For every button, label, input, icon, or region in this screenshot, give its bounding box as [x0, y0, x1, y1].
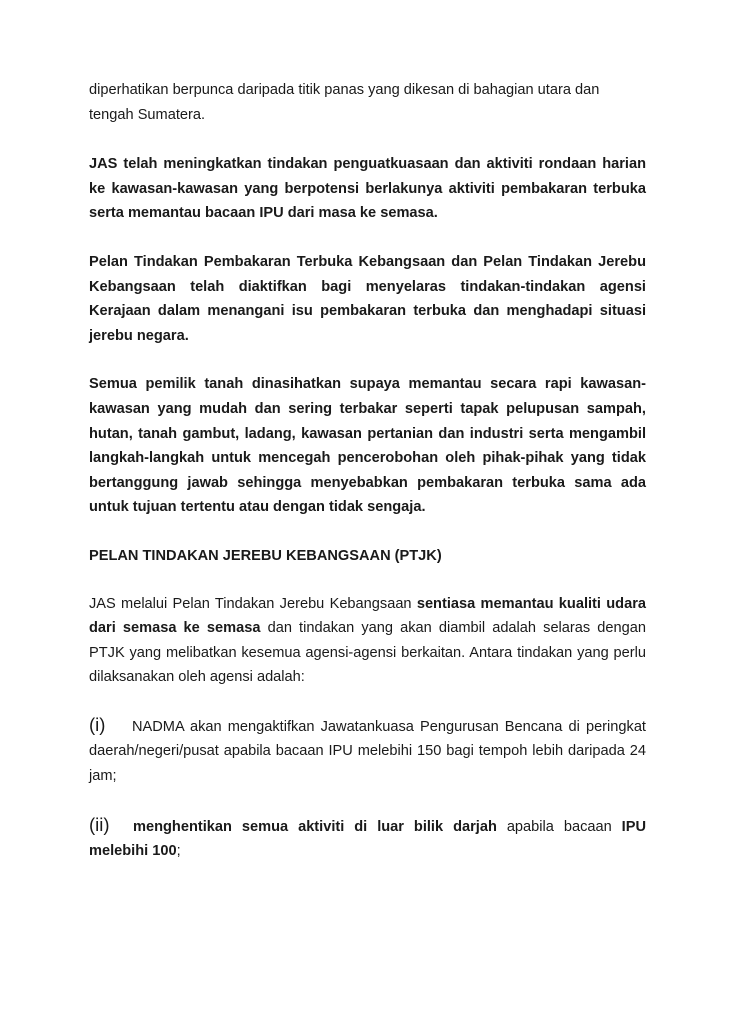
- section-intro: [89, 592, 646, 690]
- list-item-text-emphasis: IPU melebihi 100: [89, 818, 646, 860]
- list-item-text-emphasis: menghentikan semua aktiviti di luar bilik darjah: [133, 818, 497, 835]
- paragraph-hotspot-origin: diperhatikan berpunca daripada titik panas yang dikesan di bahagian utara dan tengah Sumatera.: [89, 82, 600, 123]
- list-item-text: apabila bacaan: [496, 818, 622, 835]
- intro-text-emphasis: sentiasa memantau kualiti udara dari semasa ke semasa: [89, 595, 646, 637]
- document-page: [89, 78, 646, 864]
- list-item-text: ;: [176, 843, 181, 860]
- list-item: [89, 813, 646, 864]
- list-marker: (i): [89, 713, 106, 735]
- paragraph-jas-enforcement: JAS telah meningkatkan tindakan penguatkuasaan dan aktiviti rondaan harian ke kawasan-kawasan yang berpotensi berlakunya aktiviti pembakaran terbuka serta memantau bacaan IPU dari masa ke semasa.: [89, 156, 646, 222]
- list-item: [89, 713, 646, 789]
- paragraph-landowner-advice: Semua pemilik tanah dinasihatkan supaya memantau secara rapi kawasan-kawasan yang mudah dan sering terbakar seperti tapak pelupusan sampah, hutan, tanah gambut, ladang, kawasan pertanian dan industri serta mengambil langkah-langkah untuk mencegah pencerobohan oleh pihak-pihak yang tidak bertanggung jawab sehingga menyebabkan pembakaran terbuka sama ada untuk tujuan tertentu atau dengan tidak sengaja.: [89, 376, 646, 516]
- paragraph-action-plans: Pelan Tindakan Pembakaran Terbuka Kebangsaan dan Pelan Tindakan Jerebu Kebangsaan telah diaktifkan bagi menyelaras tindakan-tindakan agensi Kerajaan dalam menangani isu pembakaran terbuka dan menghadapi situasi jerebu negara.: [89, 253, 646, 344]
- list-item-text: NADMA akan mengaktifkan Jawatankuasa Pengurusan Bencana di peringkat daerah/negeri/pusat apabila bacaan IPU melebihi 150 bagi tempoh lebih daripada 24 jam;: [89, 718, 646, 785]
- list-marker: (ii): [89, 813, 110, 835]
- section-heading: PELAN TINDAKAN JEREBU KEBANGSAAN (PTJK): [89, 547, 442, 564]
- intro-text-start: JAS melalui Pelan Tindakan Jerebu Kebangsaan: [89, 595, 417, 612]
- intro-text-end: dan tindakan yang akan diambil adalah selaras dengan PTJK yang melibatkan kesemua agensi-agensi berkaitan. Antara tindakan yang perlu dilaksanakan oleh agensi adalah:: [89, 620, 646, 686]
